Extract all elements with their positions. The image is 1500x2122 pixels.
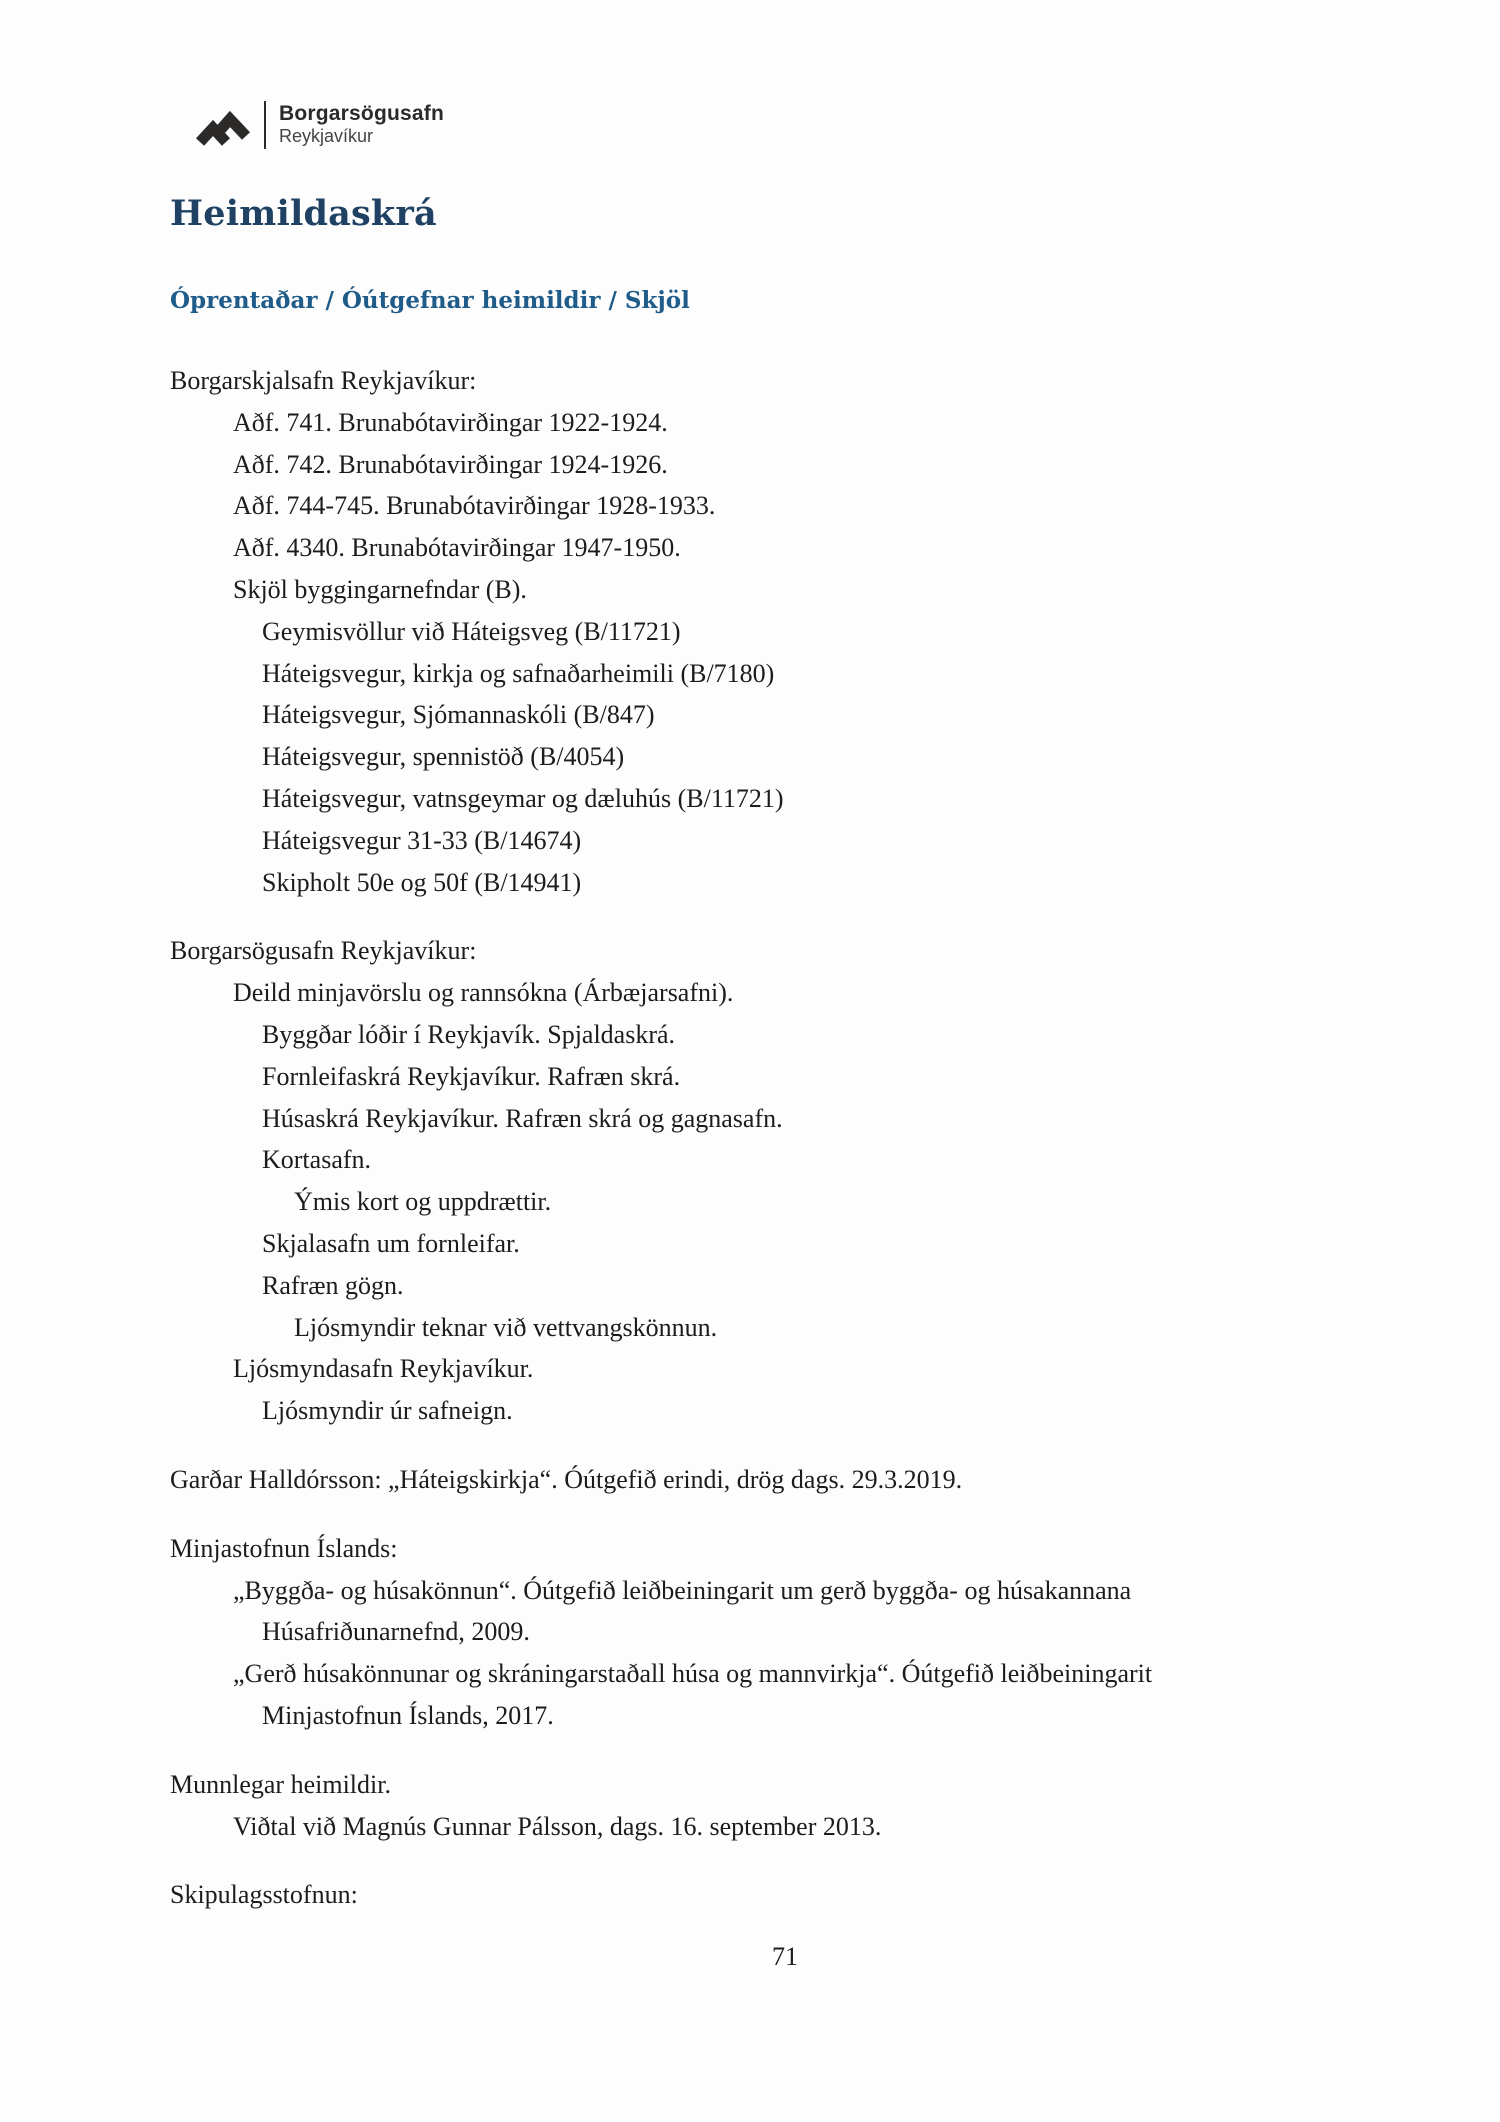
reference-line: Munnlegar heimildir. xyxy=(170,1769,391,1799)
reference-line: Minjastofnun Íslands, 2017. xyxy=(262,1700,554,1730)
reference-line: Kortasafn. xyxy=(262,1145,372,1175)
reference-line: Háteigsvegur, vatnsgeymar og dæluhús (B/11721) xyxy=(262,783,784,813)
reference-line: Ljósmyndir teknar við vettvangskönnun. xyxy=(294,1312,718,1342)
reference-section xyxy=(170,1528,1460,1737)
reference-line: Ýmis kort og uppdrættir. xyxy=(294,1187,552,1217)
reference-line: Garðar Halldórsson: „Háteigskirkja“. Óútgefið erindi, drög dags. 29.3.2019. xyxy=(170,1464,963,1494)
chevrons-icon xyxy=(196,100,250,150)
reference-line: Aðf. 741. Brunabótavirðingar 1922-1924. xyxy=(233,407,668,437)
reference-line: Minjastofnun Íslands: xyxy=(170,1533,398,1563)
logo xyxy=(196,100,444,150)
reference-line: Húsaskrá Reykjavíkur. Rafræn skrá og gagnasafn. xyxy=(262,1103,783,1133)
logo-divider xyxy=(264,101,266,149)
reference-line: Skipulagsstofnun: xyxy=(170,1880,358,1910)
reference-line: Viðtal við Magnús Gunnar Pálsson, dags. 16. september 2013. xyxy=(233,1811,882,1841)
reference-line: Háteigsvegur 31-33 (B/14674) xyxy=(262,825,582,855)
reference-line: Skipholt 50e og 50f (B/14941) xyxy=(262,867,582,897)
section-subtitle: Óprentaðar / Óútgefnar heimildir / Skjöl xyxy=(170,287,690,314)
reference-line: Háteigsvegur, Sjómannaskóli (B/847) xyxy=(262,700,655,730)
reference-section xyxy=(170,930,1460,1432)
reference-line: Borgarskjalsafn Reykjavíkur: xyxy=(170,366,477,395)
reference-line: Borgarsögusafn Reykjavíkur: xyxy=(170,936,477,966)
logo-text xyxy=(279,102,444,148)
reference-section xyxy=(170,1459,1460,1501)
reference-line: Húsafriðunarnefnd, 2009. xyxy=(262,1617,530,1647)
reference-section xyxy=(170,360,1460,903)
reference-line: Fornleifaskrá Reykjavíkur. Rafræn skrá. xyxy=(262,1061,681,1091)
reference-line: Aðf. 4340. Brunabótavirðingar 1947-1950. xyxy=(233,533,681,563)
logo-name-line1: Borgarsögusafn xyxy=(279,102,444,126)
reference-line: Aðf. 744-745. Brunabótavirðingar 1928-1933. xyxy=(233,491,716,521)
reference-line: Aðf. 742. Brunabótavirðingar 1924-1926. xyxy=(233,449,668,479)
page-number: 71 xyxy=(772,1942,798,1971)
reference-line: Rafræn gögn. xyxy=(262,1270,404,1300)
reference-line: Deild minjavörslu og rannsókna (Árbæjarsafni). xyxy=(233,978,734,1008)
reference-line: Ljósmyndir úr safneign. xyxy=(262,1396,513,1426)
logo-name-line2: Reykjavíkur xyxy=(279,126,374,147)
reference-line: „Gerð húsakönnunar og skráningarstaðall húsa og mannvirkja“. Óútgefið leiðbeiningarit xyxy=(233,1659,1153,1689)
reference-line: Geymisvöllur við Háteigsveg (B/11721) xyxy=(262,616,681,646)
reference-line: Byggðar lóðir í Reykjavík. Spjaldaskrá. xyxy=(262,1019,676,1049)
reference-line: Háteigsvegur, spennistöð (B/4054) xyxy=(262,742,625,772)
page-title: Heimildaskrá xyxy=(170,193,437,234)
reference-line: „Byggða- og húsakönnun“. Óútgefið leiðbeiningarit um gerð byggða- og húsakannana xyxy=(233,1575,1132,1605)
reference-line: Skjalasafn um fornleifar. xyxy=(262,1228,520,1258)
reference-line: Skjöl byggingarnefndar (B). xyxy=(233,574,527,604)
reference-line: Ljósmyndasafn Reykjavíkur. xyxy=(233,1354,534,1384)
reference-line: Háteigsvegur, kirkja og safnaðarheimili (B/7180) xyxy=(262,658,775,688)
reference-section xyxy=(170,1874,1460,1916)
reference-section xyxy=(170,1764,1460,1848)
reference-list xyxy=(170,360,1460,1943)
